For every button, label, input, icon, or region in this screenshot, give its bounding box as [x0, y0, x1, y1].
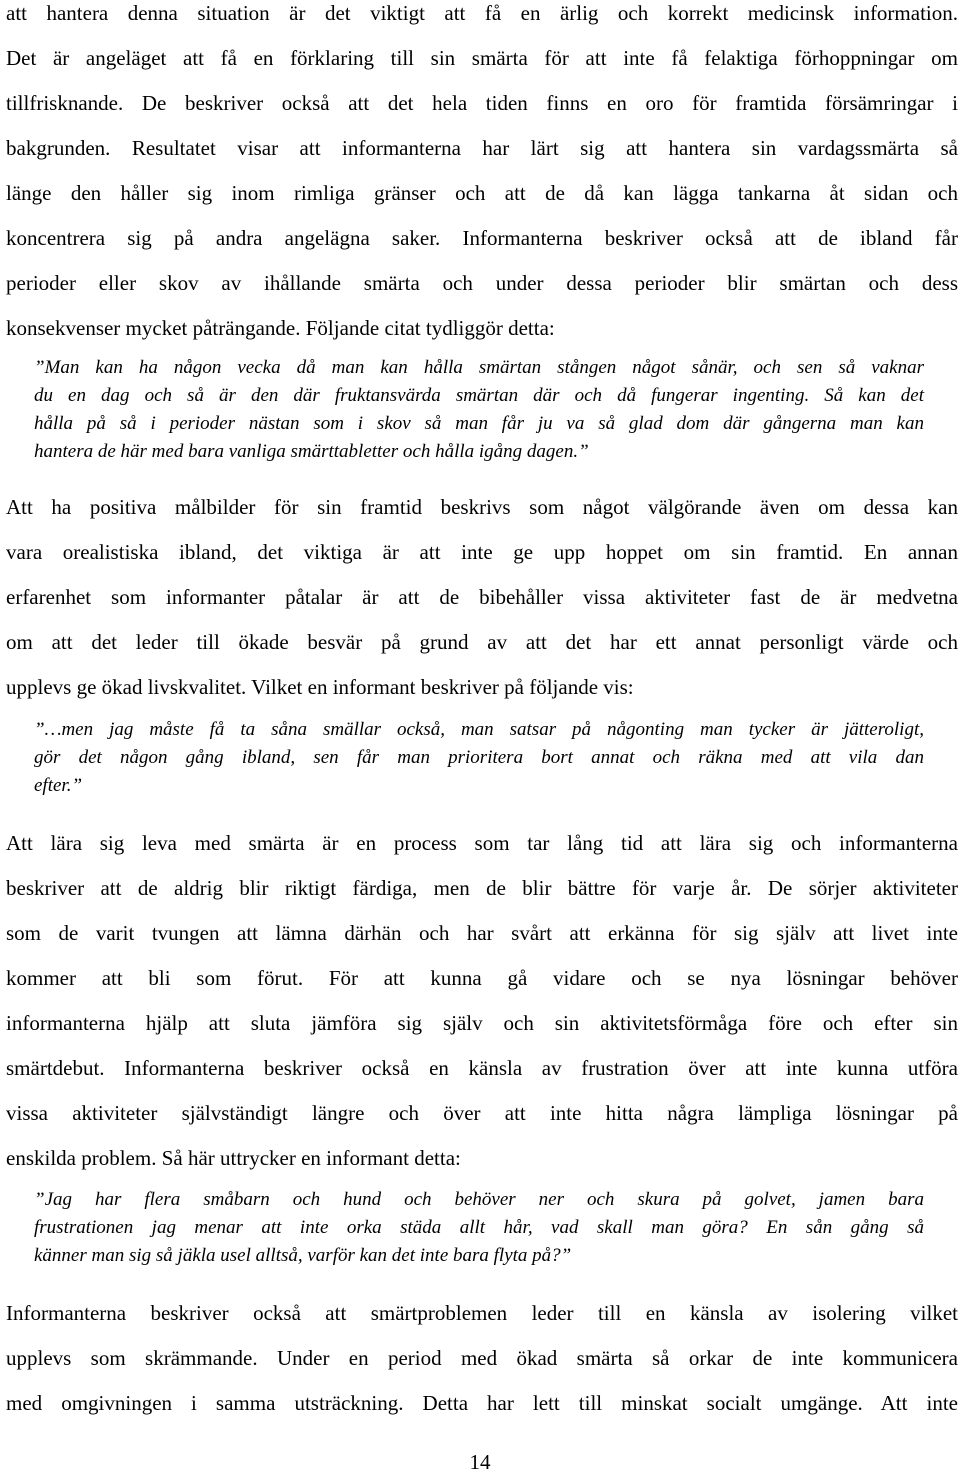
text-line: tillfrisknande. De beskriver också att det hela tiden finns en oro för framtida försämringar i [6, 91, 958, 115]
body-paragraph-1 [6, 0, 958, 360]
quote-line: hålla på så i perioder nästan som i skov så man får ju va så glad dom där gångerna man kan [34, 413, 924, 434]
body-paragraph-3 [6, 830, 958, 1190]
quote-line: efter.” [34, 775, 83, 796]
quote-line: ”Man kan ha någon vecka då man kan hålla smärtan stången något sånär, och sen så vaknar [34, 357, 924, 378]
text-line: att hantera denna situation är det viktigt att få en ärlig och korrekt medicinsk information. [6, 1, 958, 25]
body-paragraph-4 [6, 1300, 958, 1435]
quote-line: ”…men jag måste få ta såna smällar också, man satsar på någonting man tycker är jätteroligt, [34, 719, 924, 740]
text-line: upplevs ge ökad livskvalitet. Vilket en informant beskriver på följande vis: [6, 675, 634, 699]
quote-line: känner man sig så jäkla usel alltså, varför kan det inte bara flyta på?” [34, 1245, 572, 1266]
page-number: 14 [469, 1450, 491, 1474]
text-line: konsekvenser mycket påträngande. Följande citat tydliggör detta: [6, 316, 555, 340]
quote-line: du en dag och så är den där fruktansvärda smärtan där och då fungerar ingenting. Så kan det [34, 385, 924, 406]
body-paragraph-2 [6, 494, 958, 719]
text-line: bakgrunden. Resultatet visar att informanterna har lärt sig att hantera sin vardagssmärta så [6, 136, 958, 160]
quote-line: frustrationen jag menar att inte orka städa allt hår, vad skall man göra? En sån gång så [34, 1217, 924, 1238]
text-line: erfarenhet som informanter påtalar är att de bibehåller vissa aktiviteter fast de är medvetna [6, 585, 958, 609]
text-line: länge den håller sig inom rimliga gränser och att de då kan lägga tankarna åt sidan och [6, 181, 958, 205]
text-line: Att ha positiva målbilder för sin framtid beskrivs som något välgörande även om dessa kan [6, 495, 958, 519]
text-line: vara orealistiska ibland, det viktiga är att inte ge upp hoppet om sin framtid. En annan [6, 540, 958, 564]
text-line: med omgivningen i samma utsträckning. Detta har lett till minskat socialt umgänge. Att inte [6, 1391, 958, 1415]
text-line: upplevs som skrämmande. Under en period med ökad smärta så orkar de inte kommunicera [6, 1346, 958, 1370]
quote-line: ”Jag har flera småbarn och hund och behöver ner och skura på golvet, jamen bara [34, 1189, 924, 1210]
quote-line: gör det någon gång ibland, sen får man prioritera bort annat och räkna med att vila dan [34, 747, 924, 768]
text-line: om att det leder till ökade besvär på grund av att det har ett annat personligt värde och [6, 630, 958, 654]
block-quote-2 [34, 718, 924, 802]
text-line: som de varit tvungen att lämna därhän och har svårt att erkänna för sig själv att livet inte [6, 921, 958, 945]
text-line: beskriver att de aldrig blir riktigt färdiga, men de blir bättre för varje år. De sörjer aktiviteter [6, 876, 958, 900]
text-line: perioder eller skov av ihållande smärta och under dessa perioder blir smärtan och dess [6, 271, 958, 295]
text-line: smärtdebut. Informanterna beskriver också en känsla av frustration över att inte kunna utföra [6, 1056, 958, 1080]
text-line: enskilda problem. Så här uttrycker en informant detta: [6, 1146, 461, 1170]
text-line: Det är angeläget att få en förklaring till sin smärta för att inte få felaktiga förhoppningar om [6, 46, 958, 70]
text-line: Att lära sig leva med smärta är en process som tar lång tid att lära sig och informanterna [6, 831, 958, 855]
text-line: koncentrera sig på andra angelägna saker. Informanterna beskriver också att de ibland får [6, 226, 958, 250]
text-line: vissa aktiviteter självständigt längre och över att inte hitta några lämpliga lösningar på [6, 1101, 958, 1125]
block-quote-1 [34, 356, 924, 468]
quote-line: hantera de här med bara vanliga smärttabletter och hålla igång dagen.” [34, 441, 589, 462]
text-line: Informanterna beskriver också att smärtproblemen leder till en känsla av isolering vilket [6, 1301, 958, 1325]
text-line: kommer att bli som förut. För att kunna gå vidare och se nya lösningar behöver [6, 966, 958, 990]
text-line: informanterna hjälp att sluta jämföra sig själv och sin aktivitetsförmåga före och efter sin [6, 1011, 958, 1035]
block-quote-3 [34, 1188, 924, 1272]
